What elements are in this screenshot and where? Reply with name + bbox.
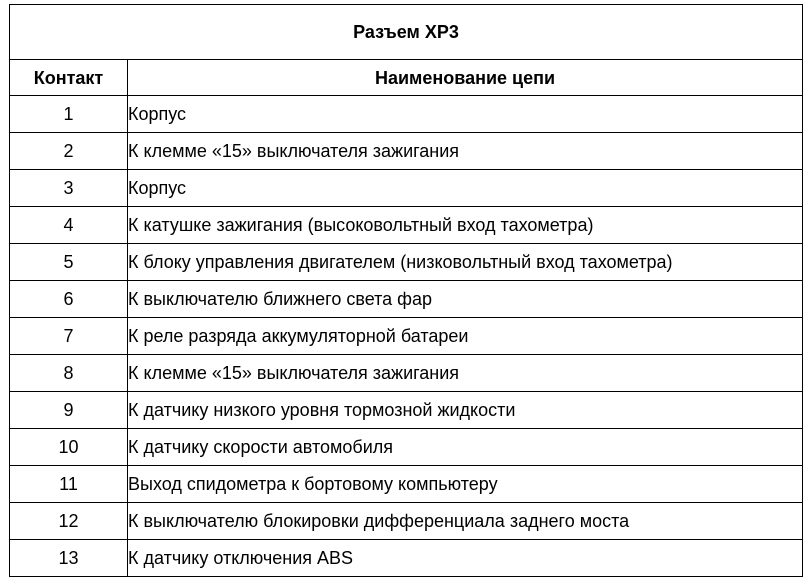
table-row xyxy=(10,318,803,355)
circuit-name: Выход спидометра к бортовому компьютеру xyxy=(128,466,803,503)
table-row xyxy=(10,133,803,170)
contact-number: 13 xyxy=(10,540,128,577)
contact-number: 9 xyxy=(10,392,128,429)
circuit-name: К датчику отключения ABS xyxy=(128,540,803,577)
circuit-name: Корпус xyxy=(128,96,803,133)
circuit-name: К клемме «15» выключателя зажигания xyxy=(128,355,803,392)
table-row xyxy=(10,244,803,281)
contact-number: 2 xyxy=(10,133,128,170)
contact-number: 7 xyxy=(10,318,128,355)
circuit-name: К выключателю блокировки дифференциала заднего моста xyxy=(128,503,803,540)
circuit-name: К блоку управления двигателем (низковольтный вход тахометра) xyxy=(128,244,803,281)
table-row xyxy=(10,466,803,503)
table-row xyxy=(10,540,803,577)
contact-number: 10 xyxy=(10,429,128,466)
table-row xyxy=(10,392,803,429)
table-title: Разъем XP3 xyxy=(10,5,803,60)
header-contact: Контакт xyxy=(10,60,128,96)
contact-number: 12 xyxy=(10,503,128,540)
contact-number: 4 xyxy=(10,207,128,244)
table-row xyxy=(10,429,803,466)
circuit-name: К датчику низкого уровня тормозной жидкости xyxy=(128,392,803,429)
header-circuit: Наименование цепи xyxy=(128,60,803,96)
circuit-name: Корпус xyxy=(128,170,803,207)
table-title-row xyxy=(10,5,803,60)
circuit-name: К выключателю ближнего света фар xyxy=(128,281,803,318)
contact-number: 8 xyxy=(10,355,128,392)
circuit-name: К клемме «15» выключателя зажигания xyxy=(128,133,803,170)
contact-number: 11 xyxy=(10,466,128,503)
table-row xyxy=(10,355,803,392)
table-row xyxy=(10,503,803,540)
table-header-row xyxy=(10,60,803,96)
contact-number: 6 xyxy=(10,281,128,318)
circuit-name: К катушке зажигания (высоковольтный вход тахометра) xyxy=(128,207,803,244)
table-row xyxy=(10,207,803,244)
connector-table xyxy=(9,4,803,577)
circuit-name: К реле разряда аккумуляторной батареи xyxy=(128,318,803,355)
table-row xyxy=(10,96,803,133)
table-row xyxy=(10,281,803,318)
contact-number: 5 xyxy=(10,244,128,281)
contact-number: 3 xyxy=(10,170,128,207)
table-row xyxy=(10,170,803,207)
contact-number: 1 xyxy=(10,96,128,133)
circuit-name: К датчику скорости автомобиля xyxy=(128,429,803,466)
